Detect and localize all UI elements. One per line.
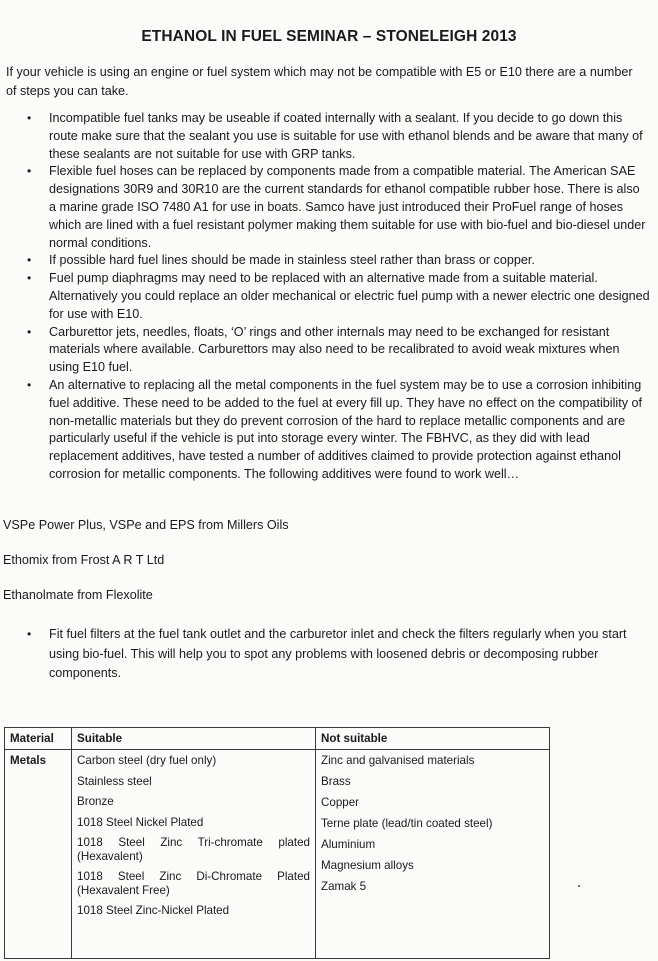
list-item	[0, 324, 650, 377]
bullet-icon: •	[27, 271, 32, 286]
not-suitable-item: Zamak 5	[321, 880, 367, 893]
not-suitable-item: Magnesium alloys	[321, 859, 414, 872]
steps-list	[0, 110, 650, 484]
suitable-item: 1018 Steel Zinc Di-Chromate Plated (Hexavalent Free)	[77, 870, 310, 897]
suitable-item: Bronze	[77, 795, 114, 808]
suitable-cell	[72, 750, 316, 959]
suitable-item: Stainless steel	[77, 774, 152, 788]
list-item	[0, 110, 650, 163]
list-item	[0, 270, 650, 323]
list-item-text: An alternative to replacing all the metal components in the fuel system may be to use a corrosion inhibiting fuel additive. These need to be added to the fuel at every fill up. They have no effect on the compatibility of non-metallic materials but they do prevent corrosion of the hard to replace metallic components and are particularly useful if the vehicle is put into storage every winter. The FBHVC, as they did with lead replacement additives, have tested a number of additives claimed to provide protection against ethanol corrosion for metallic components. The following additives were found to work well…	[49, 377, 642, 481]
bullet-icon: •	[27, 164, 32, 179]
list-item-text: Fuel pump diaphragms may need to be replaced with an alternative made from a suitable material. Alternatively you could replace an older mechanical or electric fuel pump with a newer electric one designed for use with E10.	[49, 271, 650, 321]
not-suitable-item: Copper	[321, 796, 360, 809]
material-cell: Metals	[5, 750, 72, 959]
header-suitable: Suitable	[72, 728, 316, 750]
list-item-text: If possible hard fuel lines should be made in stainless steel rather than brass or copper.	[49, 253, 535, 268]
list-item-text: Carburettor jets, needles, floats, ‘O’ rings and other internals may need to be exchanged for resistant materials where available. Carburettors may also need to be recalibrated to avoid weak mixtures when using E10 fuel.	[49, 324, 620, 375]
bullet-icon: •	[27, 253, 32, 268]
table-header-row	[5, 728, 550, 750]
scan-speck	[578, 885, 580, 887]
document-title: ETHANOL IN FUEL SEMINAR – STONELEIGH 2013	[141, 28, 517, 45]
list-item-text: Fit fuel filters at the fuel tank outlet and the carburetor inlet and check the filters regularly when you start using bio-fuel. This will help you to spot any problems with loosened debris or decomposing rubber components.	[49, 627, 627, 680]
header-not-suitable: Not suitable	[316, 728, 550, 750]
bullet-icon: •	[27, 111, 32, 125]
suitable-item: Carbon steel (dry fuel only)	[77, 754, 217, 767]
list-item	[0, 252, 650, 270]
not-suitable-item: Zinc and galvanised materials	[321, 754, 475, 767]
not-suitable-item: Terne plate (lead/tin coated steel)	[321, 817, 493, 830]
additive-millers: VSPe Power Plus, VSPe and EPS from Millers Oils	[3, 518, 289, 532]
header-material: Material	[5, 728, 72, 750]
intro-paragraph: If your vehicle is using an engine or fuel system which may not be compatible with E5 or E10 there are a number of steps you can take.	[6, 65, 633, 98]
not-suitable-cell	[316, 750, 550, 959]
list-item	[0, 377, 650, 484]
list-item	[0, 163, 650, 252]
bullet-icon: •	[27, 324, 32, 339]
list-item-text: Incompatible fuel tanks may be useable if coated internally with a sealant. If you decide to go down this route make sure that the sealant you use is suitable for use with ethanol blends and be aware that many of these sealants are not suitable for use with GRP tanks.	[49, 111, 643, 161]
suitable-item: 1018 Steel Zinc Tri-chromate plated (Hexavalent)	[77, 836, 310, 863]
not-suitable-item: Aluminium	[321, 838, 376, 851]
table-row	[5, 750, 550, 959]
filter-list	[0, 625, 650, 684]
suitable-item: 1018 Steel Nickel Plated	[77, 815, 204, 829]
additive-ethomix: Ethomix from Frost A R T Ltd	[3, 553, 165, 567]
additive-ethanolmate: Ethanolmate from Flexolite	[3, 588, 153, 602]
not-suitable-item: Brass	[321, 775, 351, 788]
list-item	[0, 625, 650, 684]
bullet-icon: •	[27, 377, 32, 392]
suitable-item: 1018 Steel Zinc-Nickel Plated	[77, 904, 230, 917]
materials-table	[4, 727, 550, 959]
list-item-text: Flexible fuel hoses can be replaced by components made from a compatible material. The American SAE designations 30R9 and 30R10 are the current standards for ethanol compatible rubber hose. There is also a marine grade ISO 7480 A1 for use in boats. Samco have just introduced their ProFuel range of hoses which are lined with a fuel resistant polymer making them suitable for use with bio-fuel and bio-diesel under normal conditions.	[49, 164, 646, 250]
bullet-icon: •	[27, 627, 32, 641]
